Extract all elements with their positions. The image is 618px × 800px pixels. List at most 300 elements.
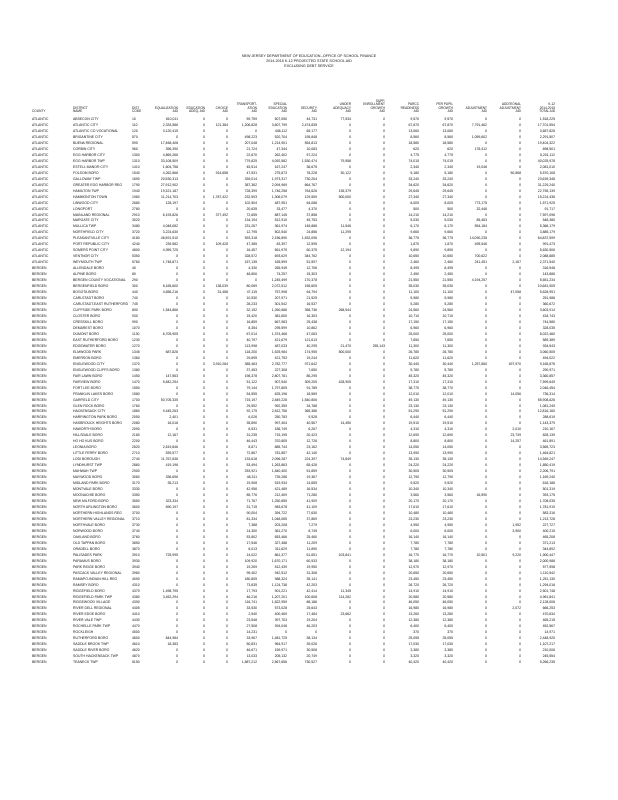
cell-additional-adjustment-aid: 0	[519, 403, 521, 408]
cell-parcc-readiness-aid: 2,450	[410, 272, 419, 277]
cell-choice-aid: 0	[226, 319, 228, 324]
cell-special-education-aid: 885,744	[274, 445, 287, 450]
cell-transportation-aid: 1,206,828	[241, 122, 257, 127]
cell-county: BERGEN	[32, 266, 47, 271]
cell-parcc-readiness-aid: 18,580	[408, 140, 419, 145]
cell-district-name: ENGLEWOOD CITY	[73, 361, 105, 366]
cell-total-aid: 991,473	[542, 242, 555, 247]
cell-education-adeq-aid: 0	[203, 457, 205, 462]
cell-under-adequacy-aid: 0	[349, 391, 351, 396]
cell-education-adeq-aid: 0	[203, 522, 205, 527]
cell-additional-adjustment-aid: 0	[519, 140, 521, 145]
cell-supp-enrollment-growth-aid: 0	[383, 510, 385, 515]
cell-additional-adjustment-aid: 0	[519, 128, 521, 133]
cell-total-aid: 583,316	[542, 510, 555, 515]
cell-choice-aid: 0	[226, 164, 228, 169]
cell-security-aid: 100,608	[304, 594, 317, 599]
cell-total-aid: 1,708,035	[539, 499, 555, 503]
cell-transportation-aid: 59,759	[246, 117, 257, 121]
cell-county: ATLANTIC	[32, 117, 49, 121]
cell-under-adequacy-aid: 11,345	[340, 588, 351, 593]
cell-under-adequacy-aid: 0	[349, 397, 351, 402]
cell-supp-enrollment-growth-aid: 0	[383, 558, 385, 563]
cell-total-aid: 40,025,978	[537, 158, 555, 163]
cell-equalization-aid: 16,018	[167, 421, 178, 426]
cell-equalization-aid: 0	[176, 630, 178, 635]
cell-adjustment-aid: 0	[485, 660, 487, 665]
cell-per-pupil-growth-aid: 7,780	[444, 546, 453, 551]
cell-choice-aid: 0	[226, 493, 228, 498]
cell-per-pupil-growth-aid: 8,005	[444, 200, 453, 205]
cell-additional-adjustment-aid: 0	[519, 481, 521, 486]
cell-security-aid: 19,244	[306, 355, 317, 360]
cell-special-education-aid: 83,397	[276, 242, 287, 247]
cell-special-education-aid: 757,998	[274, 290, 287, 295]
cell-special-education-aid: 301,542	[274, 302, 287, 307]
report-note: EXCLUDING DEBT SERVICE	[284, 64, 334, 68]
cell-parcc-readiness-aid: 38,770	[408, 385, 419, 390]
cell-under-adequacy-aid: 0	[349, 296, 351, 301]
cell-total-aid: 371,213	[542, 540, 555, 545]
cell-supp-enrollment-growth-aid: 0	[383, 534, 385, 539]
cell-security-aid: 6,267	[308, 427, 317, 432]
cell-additional-adjustment-aid: 0	[519, 266, 521, 271]
cell-district-name: CRESSKILL BORO	[73, 319, 103, 324]
cell-total-aid: 316,548	[542, 266, 555, 271]
cell-dist-code: 5150	[132, 660, 140, 665]
cell-choice-aid: 0	[226, 236, 228, 241]
cell-transportation-aid: 90,004	[246, 510, 257, 515]
cell-special-education-aid: 47,344	[276, 146, 287, 151]
cell-district-name: RIVER DELL REGIONAL	[73, 606, 112, 611]
cell-total-aid: 618,186	[542, 481, 555, 486]
cell-under-adequacy-aid: 0	[349, 522, 351, 527]
cell-equalization-aid: 3,452,294	[162, 594, 178, 599]
cell-choice-aid: 109,428	[215, 242, 228, 247]
cell-supp-enrollment-growth-aid: 0	[383, 624, 385, 629]
cell-county: ATLANTIC	[32, 170, 49, 175]
cell-per-pupil-growth-aid: 20,580	[442, 594, 453, 599]
cell-adjustment-aid: 0	[485, 140, 487, 145]
cell-per-pupil-growth-aid: 4,950	[444, 522, 453, 527]
cell-education-adeq-aid: 0	[203, 254, 205, 259]
cell-county: ATLANTIC	[32, 200, 49, 205]
cell-parcc-readiness-aid: 14,910	[408, 588, 419, 593]
cell-transportation-aid: 116,741	[244, 600, 257, 605]
cell-transportation-aid: 593,318	[244, 236, 257, 241]
cell-district-name: MONTVALE BORO	[73, 487, 103, 492]
cell-adjustment-aid: 0	[485, 588, 487, 593]
cell-per-pupil-growth-aid: 7,650	[444, 337, 453, 342]
cell-security-aid: 358,736	[304, 308, 317, 312]
cell-security-aid: 60,375	[306, 248, 317, 253]
cell-district-name: EGG HARBOR TWP	[73, 158, 105, 163]
cell-dist-code: 570	[132, 134, 138, 139]
cell-dist-code: 5350	[132, 254, 140, 259]
cell-dist-code: 2910	[132, 212, 140, 217]
cell-transportation-aid: 47,531	[246, 170, 257, 175]
cell-choice-aid: 0	[226, 260, 228, 265]
cell-total-aid: 5,628,951	[539, 290, 555, 295]
cell-total-aid: 5,366,179	[539, 224, 555, 229]
cell-choice-aid: 0	[226, 481, 228, 486]
cell-dist-code: 4600	[132, 636, 140, 641]
cell-adjustment-aid: 1,059,602	[471, 134, 487, 139]
cell-additional-adjustment-aid: 47,058	[510, 290, 521, 295]
cell-per-pupil-growth-aid: 14,910	[442, 588, 453, 593]
cell-supp-enrollment-growth-aid: 0	[383, 230, 385, 235]
cell-special-education-aid: 2,096,287	[271, 457, 287, 462]
cell-under-adequacy-aid: 0	[349, 660, 351, 665]
cell-under-adequacy-aid: 500,000	[338, 194, 351, 199]
cell-education-adeq-aid: 0	[203, 427, 205, 432]
cell-transportation-aid: 27,508	[246, 624, 257, 629]
cell-supp-enrollment-growth-aid: 0	[383, 636, 385, 641]
cell-supp-enrollment-growth-aid: 0	[383, 117, 385, 121]
cell-county: BERGEN	[32, 528, 47, 533]
cell-parcc-readiness-aid: 9,660	[410, 230, 419, 235]
cell-supp-enrollment-growth-aid: 0	[383, 224, 385, 229]
cell-county: BERGEN	[32, 343, 47, 348]
cell-parcc-readiness-aid: 12,970	[408, 564, 419, 569]
cell-equalization-aid: 1,498,795	[162, 588, 178, 593]
cell-choice-aid: 0	[226, 624, 228, 629]
cell-equalization-aid: 0	[176, 660, 178, 665]
cell-total-aid: 5,651,234	[539, 278, 555, 283]
cell-district-name: ATLANTIC CITY	[73, 122, 99, 127]
cell-dist-code: 3960	[132, 570, 140, 575]
cell-dist-code: 440	[132, 290, 138, 295]
cell-equalization-aid: 0	[176, 528, 178, 533]
cell-additional-adjustment-aid: 0	[519, 206, 521, 211]
cell-county: ATLANTIC	[32, 128, 49, 133]
cell-adjustment-aid: 0	[485, 427, 487, 432]
cell-per-pupil-growth-aid: 11,620	[442, 355, 453, 360]
cell-parcc-readiness-aid: 5,180	[410, 170, 419, 175]
cell-transportation-aid: 13,033	[246, 654, 257, 659]
cell-security-aid: 16,303	[306, 313, 317, 318]
cell-under-adequacy-aid: 11,546	[340, 224, 351, 229]
cell-security-aid: 78,228	[306, 170, 317, 175]
cell-supp-enrollment-growth-aid: 0	[383, 313, 385, 318]
cell-total-aid: 828,139	[542, 433, 555, 438]
cell-per-pupil-growth-aid: 2,450	[444, 272, 453, 277]
cell-dist-code: 1700	[132, 397, 140, 402]
cell-under-adequacy-aid: 14,450	[340, 421, 351, 426]
cell-special-education-aid: 327,488	[274, 540, 287, 545]
cell-adjustment-aid: 0	[485, 642, 487, 647]
cell-security-aid: 195,848	[304, 134, 317, 139]
cell-parcc-readiness-aid: 370	[413, 630, 419, 635]
cell-choice-aid: 0	[226, 594, 228, 599]
cell-supp-enrollment-growth-aid: 0	[383, 504, 385, 509]
cell-dist-code: 4470	[132, 624, 140, 629]
cell-additional-adjustment-aid: 0	[519, 451, 521, 456]
cell-equalization-aid: 0	[176, 469, 178, 474]
cell-choice-aid: 0	[226, 516, 228, 521]
cell-adjustment-aid: 4,194,257	[471, 278, 487, 283]
cell-parcc-readiness-aid: 30,505	[408, 469, 419, 474]
cell-county: BERGEN	[32, 558, 47, 563]
cell-special-education-aid: 2,094,969	[271, 182, 287, 187]
cell-parcc-readiness-aid: 40,420	[408, 660, 419, 665]
cell-security-aid: 61,651	[306, 552, 317, 557]
cell-education-adeq-aid: 0	[203, 278, 205, 283]
cell-security-aid: 71,280	[306, 493, 317, 498]
cell-additional-adjustment-aid: 0	[519, 600, 521, 605]
cell-transportation-aid: 253,921	[244, 469, 257, 474]
cell-under-adequacy-aid: 0	[349, 266, 351, 271]
cell-special-education-aid: 1,481,725	[271, 636, 287, 641]
cell-parcc-readiness-aid: 10,650	[408, 254, 419, 259]
cell-additional-adjustment-aid: 0	[519, 576, 521, 581]
cell-parcc-readiness-aid: 12,380	[408, 618, 419, 623]
cell-special-education-aid: 2,567,656	[271, 660, 287, 665]
cell-transportation-aid: 232,593	[244, 194, 257, 199]
cell-under-adequacy-aid: 0	[349, 182, 351, 187]
cell-parcc-readiness-aid: 12,010	[408, 391, 419, 396]
cell-district-name: NORTH ARLINGTON BORO	[73, 504, 117, 509]
cell-parcc-readiness-aid: 29,645	[408, 188, 419, 193]
cell-adjustment-aid: 19,046	[476, 164, 487, 169]
cell-dist-code: 3870	[132, 546, 140, 551]
cell-additional-adjustment-aid: 0	[519, 499, 521, 503]
cell-adjustment-aid: 178,412	[474, 146, 487, 151]
cell-supp-enrollment-growth-aid: 0	[383, 349, 385, 354]
cell-district-name: EAST RUTHERFORD BORO	[73, 337, 119, 342]
cell-district-name: BRIGANTINE CITY	[73, 134, 103, 139]
cell-education-adeq-aid: 0	[203, 439, 205, 444]
cell-under-adequacy-aid: 135,379	[338, 188, 351, 193]
cell-security-aid: 10,862	[306, 325, 317, 330]
cell-equalization-aid: 539,577	[165, 451, 178, 456]
cell-district-name: ENGLEWOOD CLIFFS BORO	[73, 367, 120, 372]
cell-special-education-aid: 2,849,228	[271, 397, 287, 402]
cell-equalization-aid: 0	[176, 510, 178, 515]
cell-special-education-aid: 250,783	[274, 415, 287, 420]
cell-under-adequacy-aid: 0	[349, 600, 351, 605]
cell-per-pupil-growth-aid: 4,775	[444, 152, 453, 157]
cell-transportation-aid: 81,334	[246, 516, 257, 521]
cell-supp-enrollment-growth-aid: 0	[383, 540, 385, 545]
cell-supp-enrollment-growth-aid: 0	[383, 528, 385, 533]
cell-per-pupil-growth-aid: 12,380	[442, 618, 453, 623]
cell-security-aid: 18,589	[306, 391, 317, 396]
cell-choice-aid: 0	[226, 457, 228, 462]
cell-education-adeq-aid: 0	[203, 475, 205, 480]
cell-additional-adjustment-aid: 0	[519, 516, 521, 521]
cell-district-name: RIDGEWOOD VILLAGE	[73, 600, 111, 605]
cell-additional-adjustment-aid: 0	[519, 319, 521, 324]
cell-county: BERGEN	[32, 654, 47, 659]
cell-choice-aid: 0	[226, 660, 228, 665]
cell-dist-code: 290	[132, 278, 138, 283]
aid-table-body	[0, 117, 618, 666]
cell-special-education-aid: 997,404	[274, 421, 287, 426]
cell-dist-code: 3730	[132, 522, 140, 527]
cell-transportation-aid: 109,920	[244, 558, 257, 563]
cell-district-name: HAWORTH BORO	[73, 427, 102, 432]
cell-security-aid: 170,378	[304, 278, 317, 283]
cell-supp-enrollment-growth-aid: 0	[383, 373, 385, 378]
cell-under-adequacy-aid: 23,662	[340, 612, 351, 617]
cell-per-pupil-growth-aid: 1,870	[444, 242, 453, 247]
cell-education-adeq-aid: 0	[203, 230, 205, 235]
cell-education-adeq-aid: 0	[203, 236, 205, 241]
cell-county: BERGEN	[32, 302, 47, 307]
cell-under-adequacy-aid: 0	[349, 313, 351, 318]
cell-total-aid: 1,294,016	[539, 582, 555, 587]
cell-under-adequacy-aid: 0	[349, 337, 351, 342]
cell-additional-adjustment-aid: 0	[519, 308, 521, 312]
cell-transportation-aid: 46,443	[246, 439, 257, 444]
cell-special-education-aid: 1,214,901	[271, 140, 287, 145]
cell-per-pupil-growth-aid: 5,180	[444, 170, 453, 175]
col-header-choice-aid: CHOICE AID	[215, 105, 228, 114]
cell-security-aid: 51,597	[306, 260, 317, 265]
cell-choice-aid: 0	[226, 224, 228, 229]
cell-total-aid: 1,081,249	[539, 403, 555, 408]
cell-under-adequacy-aid: 74,849	[340, 457, 351, 462]
cell-additional-adjustment-aid: 0	[519, 612, 521, 617]
cell-parcc-readiness-aid: 26,780	[408, 349, 419, 354]
cell-adjustment-aid: 0	[485, 302, 487, 307]
cell-transportation-aid: 15,420	[246, 313, 257, 318]
cell-total-aid: 22,755,139	[537, 188, 555, 193]
cell-total-aid: 1,169,240	[539, 475, 555, 480]
cell-total-aid: 3,060,505	[539, 349, 555, 354]
cell-parcc-readiness-aid: 5,280	[410, 302, 419, 307]
cell-security-aid: 41,109	[306, 504, 317, 509]
cell-dist-code: 120	[132, 128, 138, 133]
cell-additional-adjustment-aid: 0	[519, 164, 521, 169]
cell-total-aid: 290,971	[542, 367, 555, 372]
cell-adjustment-aid: 0	[485, 194, 487, 199]
cell-equalization-aid: 0	[176, 439, 178, 444]
cell-supp-enrollment-growth-aid: 0	[383, 206, 385, 211]
cell-security-aid: 7,650	[308, 367, 317, 372]
cell-choice-aid: 1,787,422	[212, 194, 228, 199]
cell-county: BERGEN	[32, 463, 47, 468]
cell-choice-aid: 138,039	[215, 284, 228, 289]
cell-choice-aid: 0	[226, 337, 228, 342]
cell-supp-enrollment-growth-aid: 0	[383, 630, 385, 635]
cell-special-education-aid: 653,466	[274, 534, 287, 539]
cell-dist-code: 1550	[132, 385, 140, 390]
cell-transportation-aid: 71,767	[246, 499, 257, 503]
cell-equalization-aid: 20,530,313	[160, 176, 178, 181]
cell-per-pupil-growth-aid: 6,960	[444, 325, 453, 330]
cell-transportation-aid: 12,795	[246, 230, 257, 235]
cell-additional-adjustment-aid: 0	[519, 325, 521, 330]
cell-supp-enrollment-growth-aid: 0	[383, 564, 385, 569]
cell-education-adeq-aid: 0	[203, 367, 205, 372]
cell-equalization-aid: 0	[176, 576, 178, 581]
cell-additional-adjustment-aid: 0	[519, 343, 521, 348]
cell-transportation-aid: 498,223	[244, 134, 257, 139]
cell-additional-adjustment-aid: 0	[519, 355, 521, 360]
cell-choice-aid: 0	[226, 415, 228, 420]
cell-district-name: VENTNOR CITY	[73, 254, 99, 259]
cell-under-adequacy-aid: 0	[349, 516, 351, 521]
cell-security-aid: 25,643	[306, 606, 317, 611]
cell-parcc-readiness-aid: 11,100	[408, 290, 419, 295]
cell-equalization-aid: 810,011	[165, 117, 178, 121]
cell-security-aid: 145,886	[304, 224, 317, 229]
cell-under-adequacy-aid: 0	[349, 206, 351, 211]
cell-security-aid: 40,567	[306, 421, 317, 426]
cell-equalization-aid: 0	[176, 403, 178, 408]
cell-total-aid: 465,215	[542, 618, 555, 623]
cell-transportation-aid: 157,135	[244, 260, 257, 265]
cell-dist-code: 4310	[132, 582, 140, 587]
col-header-security-aid: SECURITY AID	[300, 105, 317, 114]
cell-under-adequacy-aid: 0	[349, 534, 351, 539]
cell-additional-adjustment-aid: 0	[519, 510, 521, 515]
cell-education-adeq-aid: 0	[203, 373, 205, 378]
cell-education-adeq-aid: 0	[203, 248, 205, 253]
cell-per-pupil-growth-aid: 14,210	[442, 212, 453, 217]
cell-supp-enrollment-growth-aid: 0	[383, 552, 385, 557]
cell-county: BERGEN	[32, 469, 47, 474]
cell-district-name: ABSECON CITY	[73, 117, 99, 121]
cell-dist-code: 3930	[132, 558, 140, 563]
cell-under-adequacy-aid: 0	[349, 254, 351, 259]
cell-adjustment-aid: 0	[485, 349, 487, 354]
cell-total-aid: 2,371,540	[539, 260, 555, 265]
cell-per-pupil-growth-aid: 17,150	[442, 319, 453, 324]
cell-county: BERGEN	[32, 445, 47, 450]
cell-total-aid: 19,404,322	[537, 140, 555, 145]
cell-choice-aid: 0	[226, 128, 228, 133]
cell-district-name: BERGEN COUNTY VOCATIONAL	[73, 278, 126, 283]
cell-district-name: LEONIA BORO	[73, 445, 97, 450]
cell-dist-code: 2780	[132, 206, 140, 211]
cell-security-aid: 1,530,474	[301, 158, 317, 163]
cell-special-education-aid: 2,072,512	[271, 284, 287, 289]
cell-choice-aid: 0	[226, 349, 228, 354]
cell-supp-enrollment-growth-aid: 0	[383, 415, 385, 420]
cell-per-pupil-growth-aid: 17,610	[442, 504, 453, 509]
cell-security-aid: 24,856	[306, 230, 317, 235]
cell-choice-aid: 0	[226, 230, 228, 235]
cell-per-pupil-growth-aid: 30,440	[442, 361, 453, 366]
cell-adjustment-aid: 773,175	[474, 200, 487, 205]
cell-adjustment-aid: 0	[485, 176, 487, 181]
cell-per-pupil-growth-aid: 23,130	[442, 403, 453, 408]
cell-parcc-readiness-aid: 6,400	[410, 624, 419, 629]
cell-adjustment-aid: 0	[485, 355, 487, 360]
cell-under-adequacy-aid: 0	[349, 481, 351, 486]
cell-security-aid: 46,203	[306, 624, 317, 629]
cell-special-education-aid: 942,512	[274, 570, 287, 575]
cell-additional-adjustment-aid: 0	[519, 331, 521, 336]
cell-supp-enrollment-growth-aid: 0	[383, 331, 385, 336]
cell-county: BERGEN	[32, 313, 47, 318]
cell-education-adeq-aid: 0	[203, 463, 205, 468]
cell-parcc-readiness-aid: 27,340	[408, 194, 419, 199]
cell-equalization-aid: 46,591,510	[160, 236, 178, 241]
cell-choice-aid: 0	[226, 379, 228, 384]
cell-adjustment-aid: 0	[485, 397, 487, 402]
cell-choice-aid: 0	[226, 600, 228, 605]
cell-security-aid: 554,813	[304, 140, 317, 145]
cell-education-adeq-aid: 0	[203, 558, 205, 563]
cell-special-education-aid: 1,973,317	[271, 176, 287, 181]
cell-transportation-aid: 51,122	[246, 379, 257, 384]
cell-choice-aid: 3,910,284	[212, 361, 228, 366]
cell-dist-code: 3020	[132, 218, 140, 223]
